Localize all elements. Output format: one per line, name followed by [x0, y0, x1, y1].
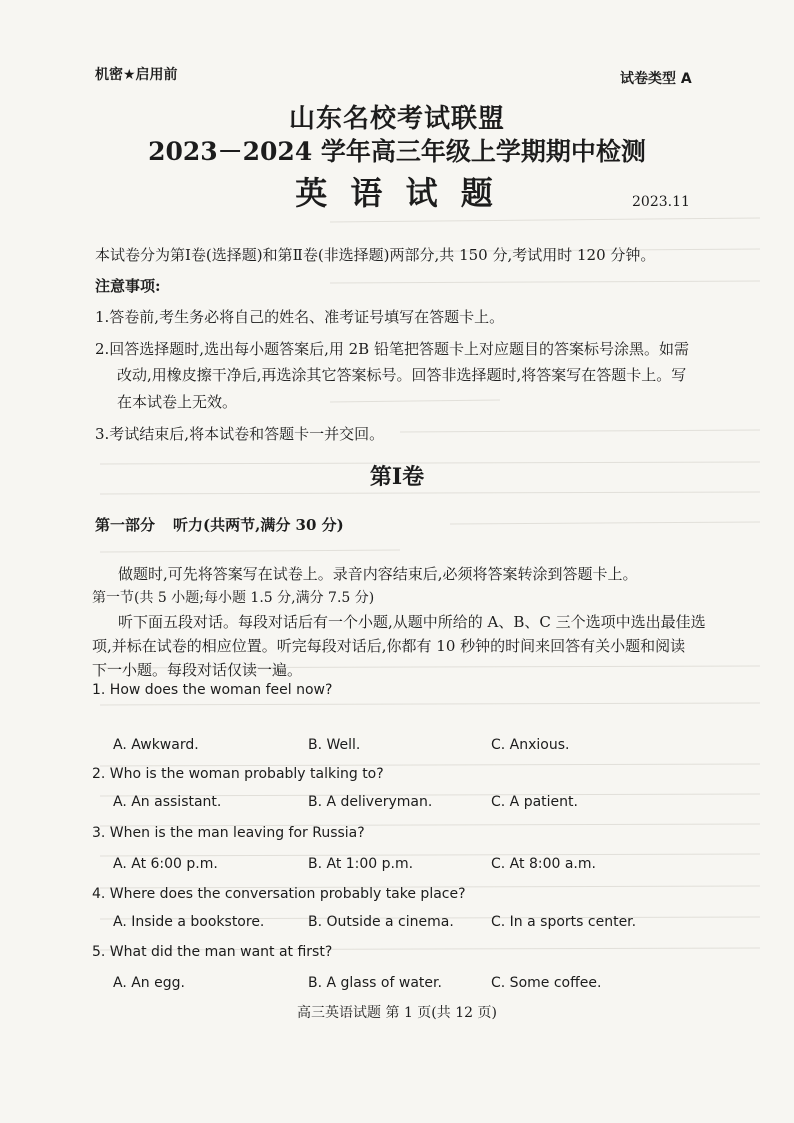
section1-instruction-1: 听下面五段对话。每段对话后有一个小题,从题中所给的 A、B、C 三个选项中选出最佳选: [118, 613, 706, 631]
q5-option-b: B. A glass of water.: [308, 975, 442, 991]
q1-option-c: C. Anxious.: [491, 737, 570, 753]
q2-option-c: C. A patient.: [491, 794, 578, 810]
q3-option-b: B. At 1:00 p.m.: [308, 856, 414, 872]
notice-item-3: 3.考试结束后,将本试卷和答题卡一并交回。: [95, 425, 385, 443]
paper-type-label: 试卷类型 A: [620, 71, 692, 87]
section1-title: 第一节(共 5 小题;每小题 1.5 分,满分 7.5 分): [92, 590, 375, 606]
question-4: 4. Where does the conversation probably take place?: [92, 886, 466, 902]
subject-title: 英 语 试 题: [295, 174, 499, 212]
part1-title: 第一部分: [95, 516, 156, 534]
q4-option-a: A. Inside a bookstore.: [113, 914, 265, 930]
q2-option-b: B. A deliveryman.: [308, 794, 433, 810]
q5-option-a: A. An egg.: [113, 975, 185, 991]
notice-item-1: 1.答卷前,考生务必将自己的姓名、准考证号填写在答题卡上。: [95, 308, 505, 326]
part1-heading: [95, 514, 344, 535]
q3-option-c: C. At 8:00 a.m.: [491, 856, 596, 872]
page-footer: 高三英语试题 第 1 页(共 12 页): [297, 1005, 497, 1021]
question-3: 3. When is the man leaving for Russia?: [92, 825, 365, 841]
part1-instruction: 做题时,可先将答案写在试卷上。录音内容结束后,必须将答案转涂到答题卡上。: [118, 565, 638, 583]
section1-instruction-2: 项,并标在试卷的相应位置。听完每段对话后,你都有 10 秒钟的时间来回答有关小题和阅读: [92, 637, 686, 655]
q4-option-b: B. Outside a cinema.: [308, 914, 454, 930]
q4-option-c: C. In a sports center.: [491, 914, 637, 930]
q2-option-a: A. An assistant.: [113, 794, 222, 810]
alliance-title: 山东名校考试联盟: [288, 104, 505, 134]
volume-title: 第Ⅰ卷: [369, 464, 425, 490]
q1-option-a: A. Awkward.: [113, 737, 199, 753]
exam-date: 2023.11: [632, 194, 690, 210]
confidential-label: 机密★启用前: [95, 67, 178, 83]
exam-title: 2023－2024 学年高三年级上学期期中检测: [148, 137, 646, 166]
notice-heading: 注意事项:: [95, 277, 161, 295]
question-5: 5. What did the man want at first?: [92, 944, 333, 960]
notice-item-2-end: 在本试卷上无效。: [117, 393, 238, 411]
q1-option-b: B. Well.: [308, 737, 361, 753]
question-2: 2. Who is the woman probably talking to?: [92, 766, 384, 782]
question-1: 1. How does the woman feel now?: [92, 682, 333, 698]
notice-item-2: 2.回答选择题时,选出每小题答案后,用 2B 铅笔把答题卡上对应题目的答案标号涂黑。如需: [95, 340, 689, 358]
q3-option-a: A. At 6:00 p.m.: [113, 856, 218, 872]
q5-option-c: C. Some coffee.: [491, 975, 602, 991]
section1-instruction-3: 下一小题。每段对话仅读一遍。: [92, 661, 303, 679]
part1-subtitle: 听力(共两节,满分 30 分): [173, 516, 344, 534]
notice-item-2-cont: 改动,用橡皮擦干净后,再选涂其它答案标号。回答非选择题时,将答案写在答题卡上。写: [117, 366, 687, 384]
paper-summary: 本试卷分为第Ⅰ卷(选择题)和第Ⅱ卷(非选择题)两部分,共 150 分,考试用时 120 分钟。: [95, 246, 656, 264]
